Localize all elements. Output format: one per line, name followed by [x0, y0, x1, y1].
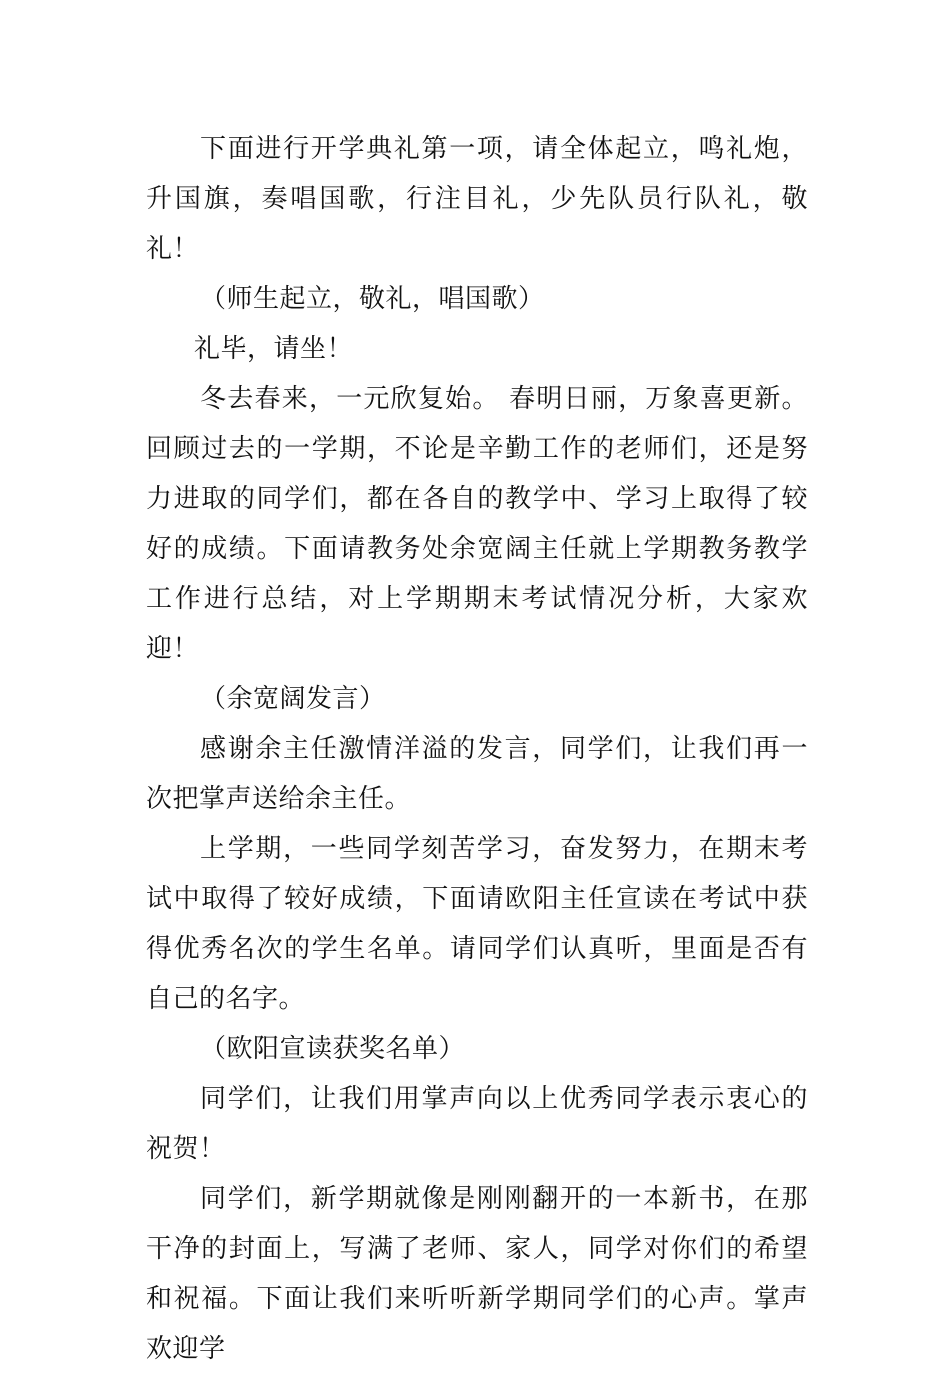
paragraph-congratulations: 同学们，让我们用掌声向以上优秀同学表示衷心的祝贺！ [146, 1084, 808, 1164]
document-body [146, 124, 808, 1374]
paragraph-last-semester: 上学期，一些同学刻苦学习，奋发努力，在期末考试中取得了较好成绩，下面请欧阳主任宣读在考试中获得优秀名次的学生名单。请同学们认真听，里面是否有自己的名字。 [146, 834, 808, 1014]
paragraph-new-semester: 同学们，新学期就像是刚刚翻开的一本新书，在那干净的封面上，写满了老师、家人，同学对你们的希望和祝福。下面让我们来听听新学期同学们的心声。掌声欢迎学 [146, 1184, 808, 1364]
paragraph-ceremony-start: 下面进行开学典礼第一项，请全体起立，鸣礼炮，升国旗，奏唱国歌，行注目礼，少先队员行队礼，敬礼！ [146, 134, 808, 264]
paragraph-thanks: 感谢余主任激情洋溢的发言，同学们，让我们再一次把掌声送给余主任。 [146, 734, 808, 814]
paragraph-stage-direction-awards: （欧阳宣读获奖名单） [200, 1034, 466, 1064]
paragraph-please-sit: 礼毕，请坐！ [194, 334, 354, 364]
paragraph-new-spring: 冬去春来，一元欣复始。 春明日丽，万象喜更新。回顾过去的一学期，不论是辛勤工作的老师们，还是努力进取的同学们，都在各自的教学中、学习上取得了较好的成绩。下面请教务处余宽阔主任就上学期教务教学工作进行总结，对上学期期末考试情况分析，大家欢迎！ [146, 384, 808, 664]
paragraph-stage-direction-speech: （余宽阔发言） [200, 684, 386, 714]
paragraph-stage-direction-anthem: （师生起立，敬礼，唱国歌） [200, 284, 545, 314]
